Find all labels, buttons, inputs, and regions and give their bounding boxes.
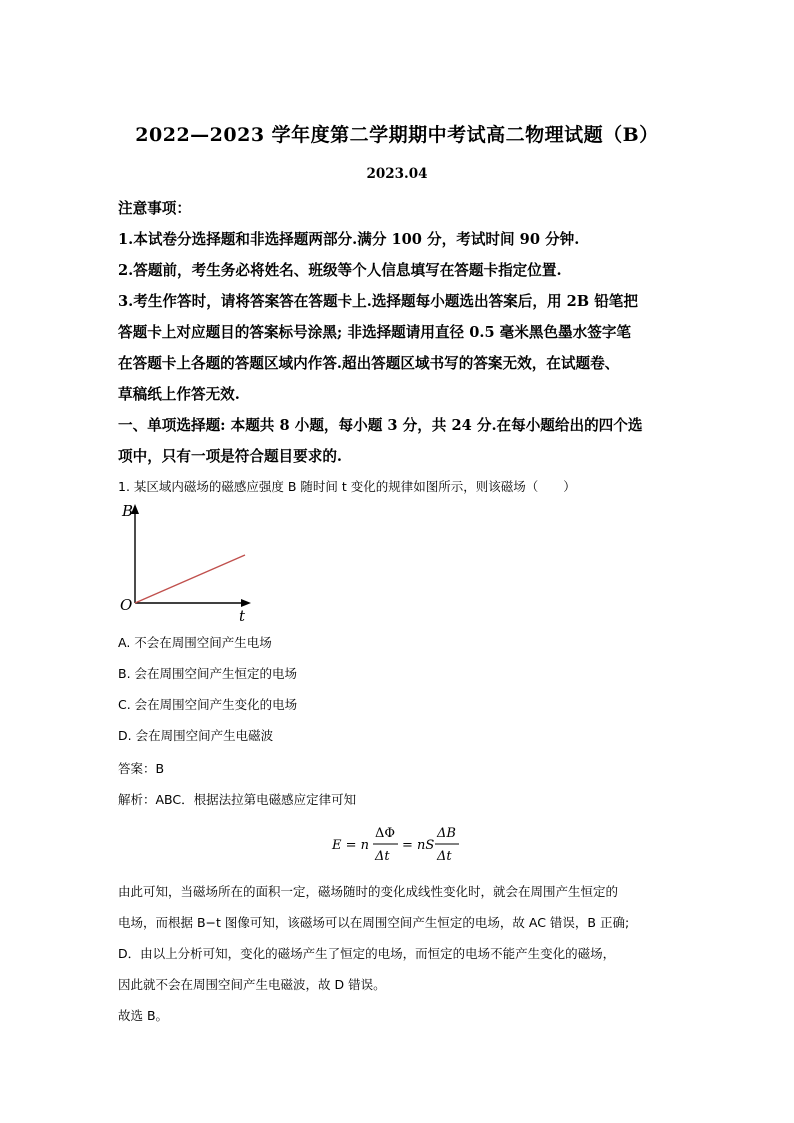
notes-line: 答题卡上对应题目的答案标号涂黑; 非选择题请用直径 0.5 毫米黑色墨水签字笔 (118, 324, 632, 341)
exam-title: 2022—2023 学年度第二学期期中考试高二物理试题（B） (135, 124, 659, 146)
explanation-line: 因此就不会在周围空间产生电磁波，故 D 错误。 (118, 977, 386, 992)
option-a: A. 不会在周围空间产生电场 (118, 635, 272, 650)
formula-lhs: E = n (332, 838, 370, 853)
formula-frac2-denominator: Δt (437, 849, 452, 864)
explanation-line: 电场，而根据 B−t 图像可知，该磁场可以在周围空间产生恒定的电场，故 AC 错误，B 正确; (118, 915, 630, 930)
notes-line: 3.考生作答时，请将答案答在答题卡上.选择题每小题选出答案后，用 2B 铅笔把 (118, 293, 638, 310)
option-b: B. 会在周围空间产生恒定的电场 (118, 666, 298, 681)
exam-date: 2023.04 (366, 166, 428, 182)
notes-line: 2.答题前，考生务必将姓名、班级等个人信息填写在答题卡指定位置. (118, 262, 562, 279)
formula-middle: = nS (402, 838, 435, 853)
section-heading: 一、单项选择题: 本题共 8 小题，每小题 3 分，共 24 分.在每小题给出的四个选 (118, 417, 643, 434)
section-heading: 项中，只有一项是符合题目要求的. (118, 448, 342, 465)
explanation-line: 由此可知，当磁场所在的面积一定，磁场随时的变化成线性变化时，就会在周围产生恒定的 (118, 884, 619, 899)
question-stem: 1. 某区域内磁场的磁感应强度 B 随时间 t 变化的规律如图所示，则该磁场（ ） (118, 479, 576, 494)
notes-line: 草稿纸上作答无效. (118, 386, 240, 403)
notes-line: 1.本试卷分选择题和非选择题两部分.满分 100 分，考试时间 90 分钟. (118, 231, 580, 248)
formula-frac1-numerator: ΔΦ (375, 826, 396, 841)
formula-frac2-numerator: ΔB (437, 826, 456, 841)
x-axis-label: t (239, 607, 246, 625)
x-axis-arrow (241, 599, 251, 607)
b-t-line (135, 555, 245, 603)
analysis-intro: 解析：ABC．根据法拉第电磁感应定律可知 (118, 792, 357, 807)
notes-line: 在答题卡上各题的答题区域内作答.超出答题区域书写的答案无效，在试题卷、 (118, 355, 620, 372)
option-d: D. 会在周围空间产生电磁波 (118, 728, 274, 743)
explanation-line: 故选 B。 (118, 1008, 169, 1023)
explanation-line: D．由以上分析可知，变化的磁场产生了恒定的电场，而恒定的电场不能产生变化的磁场， (118, 946, 616, 961)
answer: 答案：B (118, 761, 165, 776)
formula-frac1-denominator: Δt (375, 849, 390, 864)
b-t-graph (112, 500, 262, 625)
option-c: C. 会在周围空间产生变化的电场 (118, 697, 298, 712)
notes-heading: 注意事项： (118, 200, 191, 217)
y-axis-label: B (122, 502, 134, 520)
origin-label: O (120, 596, 133, 614)
faraday-formula (330, 822, 470, 868)
